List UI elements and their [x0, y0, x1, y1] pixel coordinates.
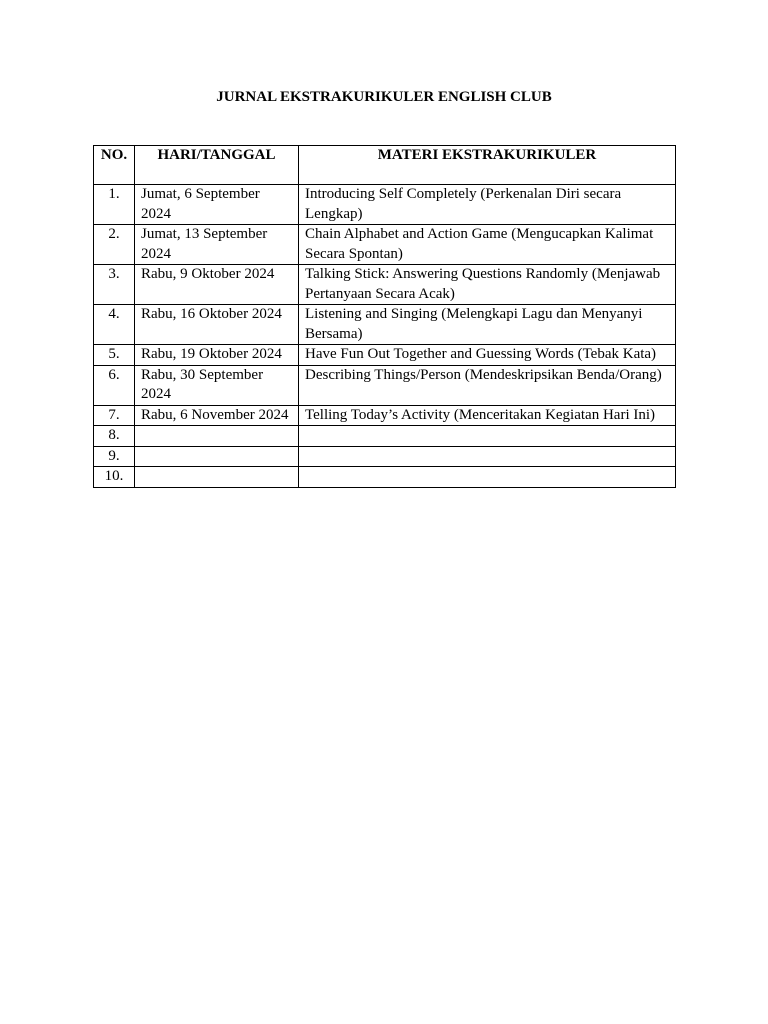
- header-date: HARI/TANGGAL: [135, 146, 299, 185]
- table-row: [94, 185, 676, 225]
- row-date: Jumat, 13 September 2024: [135, 225, 299, 265]
- table-header: [94, 146, 676, 185]
- row-date: Rabu, 9 Oktober 2024: [135, 265, 299, 305]
- table-row: [94, 345, 676, 366]
- row-number: 2.: [94, 225, 135, 265]
- row-number: 1.: [94, 185, 135, 225]
- table-row: [94, 265, 676, 305]
- row-material: [299, 426, 676, 447]
- row-date: Rabu, 6 November 2024: [135, 405, 299, 426]
- row-material: [299, 467, 676, 488]
- journal-table: [93, 145, 676, 488]
- row-number: 7.: [94, 405, 135, 426]
- row-date: Rabu, 16 Oktober 2024: [135, 305, 299, 345]
- row-material: Telling Today’s Activity (Menceritakan Kegiatan Hari Ini): [299, 405, 676, 426]
- row-material: Have Fun Out Together and Guessing Words (Tebak Kata): [299, 345, 676, 366]
- row-material: Introducing Self Completely (Perkenalan Diri secara Lengkap): [299, 185, 676, 225]
- row-material: Chain Alphabet and Action Game (Mengucapkan Kalimat Secara Spontan): [299, 225, 676, 265]
- table-row: [94, 365, 676, 405]
- row-date: [135, 426, 299, 447]
- table-row: [94, 405, 676, 426]
- row-date: Rabu, 30 September 2024: [135, 365, 299, 405]
- page-title: JURNAL EKSTRAKURIKULER ENGLISH CLUB: [216, 89, 552, 105]
- row-number: 10.: [94, 467, 135, 488]
- header-no: NO.: [94, 146, 135, 185]
- table-body: [94, 185, 676, 488]
- row-number: 5.: [94, 345, 135, 366]
- header-material: MATERI EKSTRAKURIKULER: [299, 146, 676, 185]
- table-row: [94, 446, 676, 467]
- table-row: [94, 225, 676, 265]
- row-material: [299, 446, 676, 467]
- table-row: [94, 467, 676, 488]
- row-date: [135, 446, 299, 467]
- row-date: [135, 467, 299, 488]
- row-number: 6.: [94, 365, 135, 405]
- row-material: Listening and Singing (Melengkapi Lagu dan Menyanyi Bersama): [299, 305, 676, 345]
- table-row: [94, 426, 676, 447]
- row-date: Jumat, 6 September 2024: [135, 185, 299, 225]
- row-number: 8.: [94, 426, 135, 447]
- table-row: [94, 305, 676, 345]
- row-date: Rabu, 19 Oktober 2024: [135, 345, 299, 366]
- row-number: 3.: [94, 265, 135, 305]
- row-material: Talking Stick: Answering Questions Randomly (Menjawab Pertanyaan Secara Acak): [299, 265, 676, 305]
- row-number: 4.: [94, 305, 135, 345]
- row-material: Describing Things/Person (Mendeskripsikan Benda/Orang): [299, 365, 676, 405]
- row-number: 9.: [94, 446, 135, 467]
- header-row: [94, 146, 676, 185]
